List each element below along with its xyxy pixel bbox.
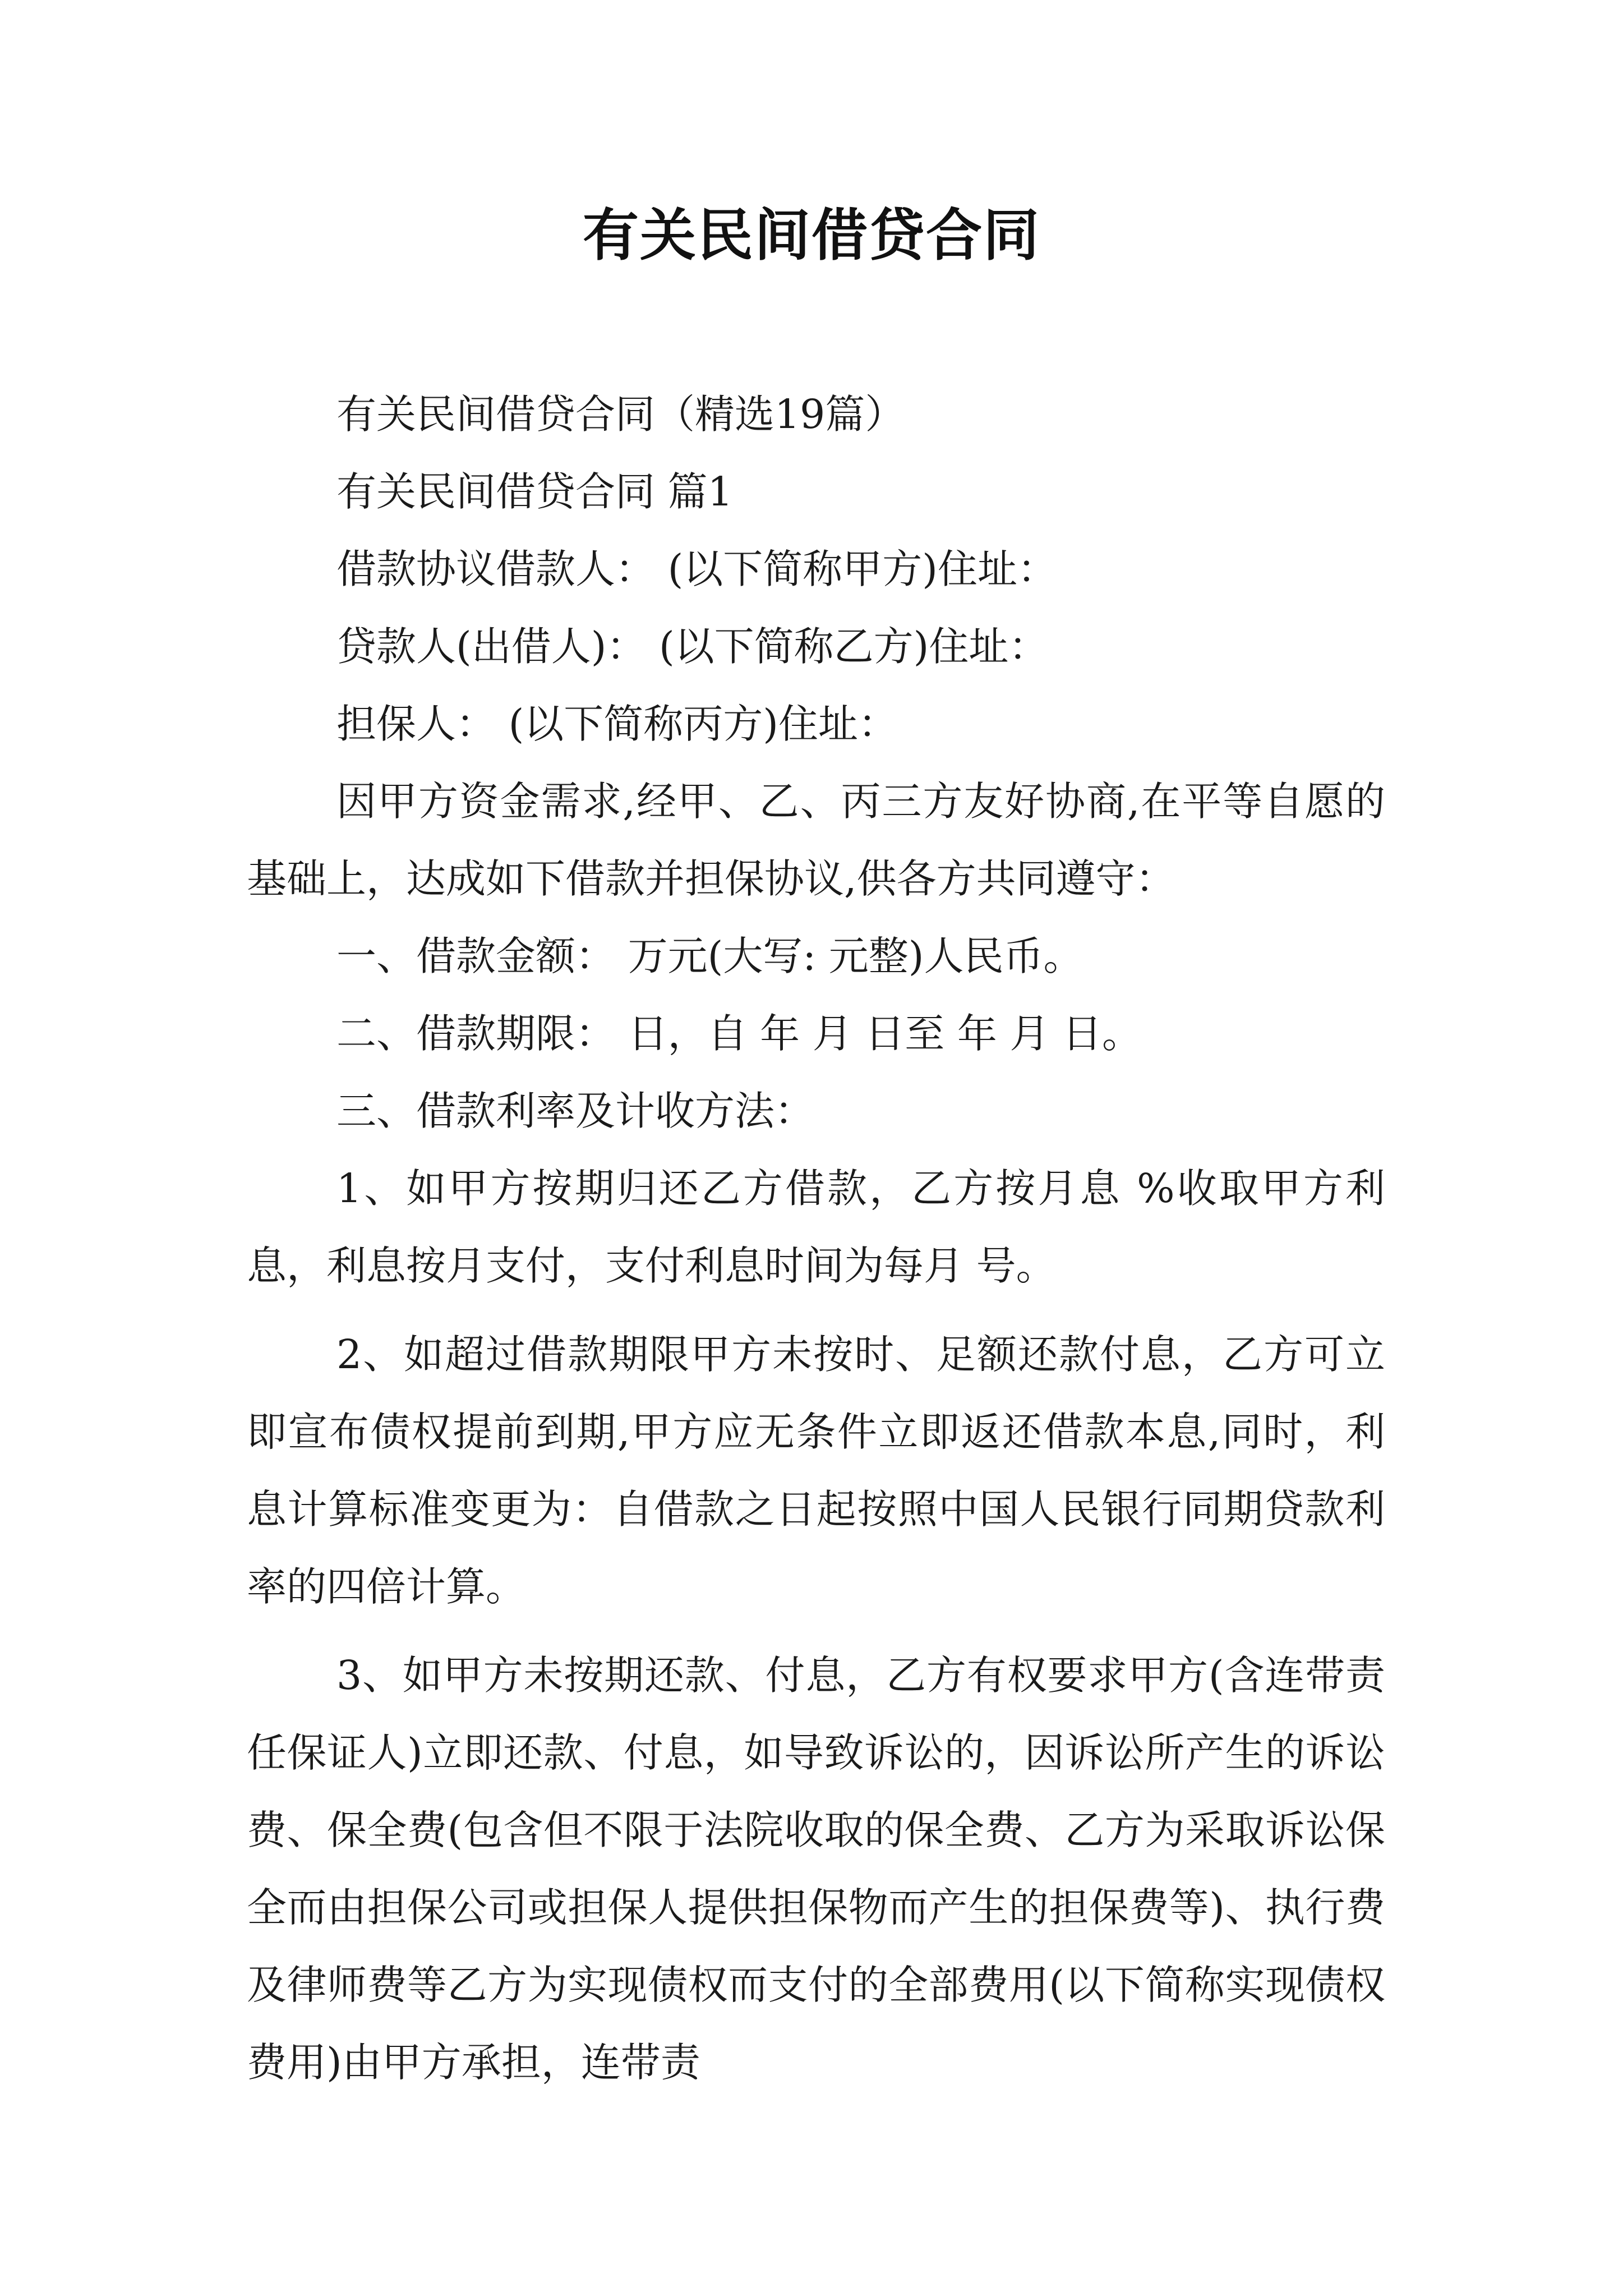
paragraph-loan-amount: 一、借款金额： 万元(大写: 元整)人民币。	[336, 933, 1083, 979]
paragraph-clause-3: 3、如甲方未按期还款、付息，乙方有权要求甲方(含连带责任保证人)立即还款、付息，如导致诉讼的，因诉讼所产生的诉讼费、保全费(包含但不限于法院收取的保全费、乙方为采取诉讼保全而由担保公司或担保人提供担保物而产生的担保费等)、执行费及律师费等乙方为实现债权而支付的全部费用(以下简称实现债权费用)由甲方承担，连带责	[247, 1652, 1385, 2086]
paragraph-interest-heading: 三、借款利率及计收方法：	[336, 1088, 815, 1134]
paragraph-section-heading: 有关民间借贷合同 篇1	[336, 468, 733, 515]
paragraph-subtitle: 有关民间借贷合同（精选19篇）	[336, 391, 905, 438]
paragraph-guarantor: 担保人： (以下简称丙方)住址：	[336, 701, 898, 747]
paragraph-borrower: 借款协议借款人： (以下简称甲方)住址：	[336, 546, 1057, 592]
paragraph-preamble: 因甲方资金需求,经甲、乙、丙三方友好协商,在平等自愿的基础上，达成如下借款并担保协议,供各方共同遵守：	[247, 778, 1385, 902]
document-body	[247, 376, 1385, 2101]
document-title: 有关民间借贷合同	[583, 203, 1040, 268]
paragraph-lender: 贷款人(出借人)： (以下简称乙方)住址：	[336, 623, 1049, 670]
paragraph-clause-1: 1、如甲方按期归还乙方借款，乙方按月息 %收取甲方利息，利息按月支付，支付利息时间为每月 号。	[247, 1165, 1385, 1289]
paragraph-clause-2: 2、如超过借款期限甲方未按时、足额还款付息，乙方可立即宣布债权提前到期,甲方应无条件立即返还借款本息,同时，利息计算标准变更为：自借款之日起按照中国人民银行同期贷款利率的四倍计算。	[247, 1331, 1385, 1610]
paragraph-loan-term: 二、借款期限： 日，自 年 月 日至 年 月 日。	[336, 1010, 1142, 1057]
